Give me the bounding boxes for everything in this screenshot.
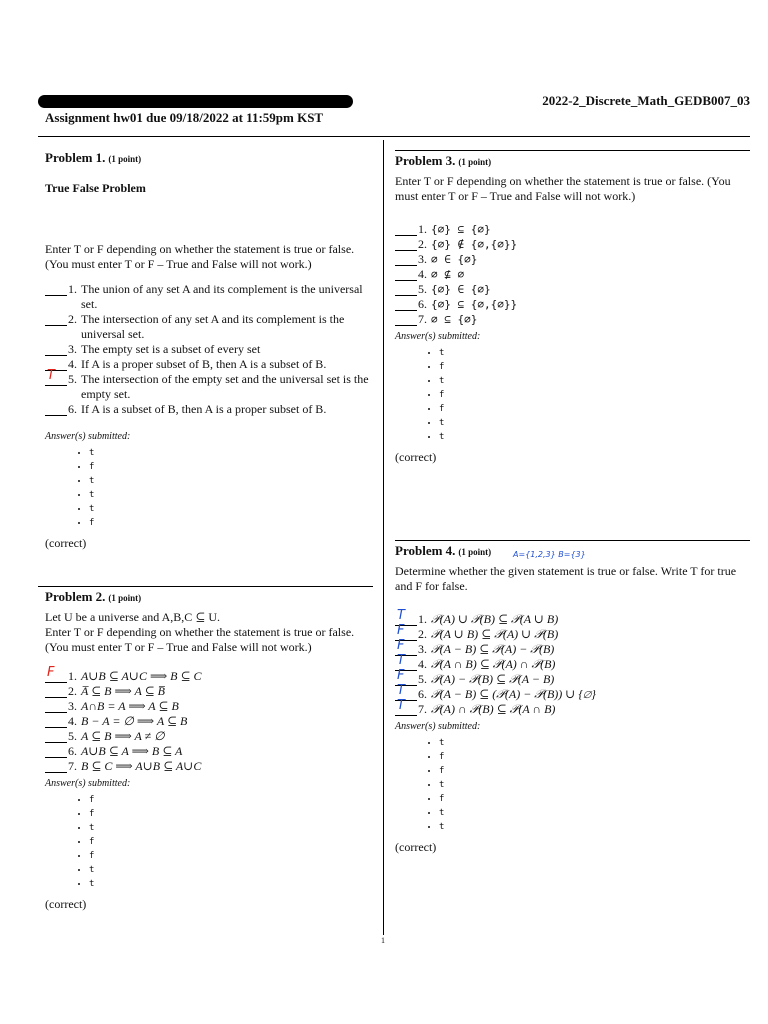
statement-number: 2. [68,684,77,698]
statement-number: 6. [68,402,77,416]
problem-4 [395,540,750,855]
problem-title: Problem 1. [45,150,106,165]
answer-item: • t [89,502,373,516]
answers-list [395,346,750,444]
statement-item [395,267,750,282]
statement-text: A ⊆ B ⟹ A ≠ ∅ [81,729,165,743]
answer-item: • t [89,488,373,502]
problem-4-heading [395,543,750,560]
statement-text: ∅ ⊈ ∅ [431,268,465,281]
answer-item: • f [89,849,373,863]
course-title: 2022-2_Discrete_Math_GEDB007_03 [542,93,750,108]
problem-3-heading [395,153,750,170]
problem-title: Problem 3. [395,153,456,168]
answer-blank[interactable] [45,402,67,416]
answers-label: Answer(s) submitted: [395,721,481,732]
answer-item: • t [439,374,750,388]
statement-item [45,342,373,357]
statement-text: The union of any set A and its complement is the universal set. [81,282,363,311]
answer-item: • t [439,820,750,834]
answer-item: • f [439,750,750,764]
answer-item: • f [89,516,373,530]
answer-item: • f [89,835,373,849]
problem-title: Problem 4. [395,543,456,558]
answer-item: • f [89,807,373,821]
problem-1-heading [45,150,373,167]
problem-intro: Let U be a universe and A,B,C ⊆ U. [45,610,221,624]
statement-number: 1. [418,222,427,236]
problem-instructions: Enter T or F depending on whether the statement is true or false. (You must enter T or F – True and False will not work.) [45,625,355,654]
statement-list [395,222,750,327]
answer-blank[interactable] [45,368,67,386]
statement-number: 3. [68,342,77,356]
problem-points: (1 point) [108,154,142,164]
handwritten-mark: F [397,638,405,653]
answer-blank[interactable] [45,684,67,698]
statement-number: 3. [68,699,77,713]
problem-instructions: Enter T or F depending on whether the statement is true or false. (You must enter T or F – True and False will not work.) [395,174,731,203]
statement-number: 1. [68,282,77,296]
answer-blank[interactable] [395,312,417,326]
problem-1 [45,150,373,551]
statement-text: {∅} ∉ {∅,{∅}} [431,238,518,251]
statement-item [45,684,373,699]
statement-number: 5. [418,282,427,296]
statement-number: 4. [418,657,427,671]
problem-points: (1 point) [108,593,142,603]
handwritten-mark: T [397,683,405,698]
status-text: (correct) [45,897,87,911]
problem-points: (1 point) [458,547,492,557]
statement-number: 1. [418,612,427,626]
statement-text: 𝒫(A − B) ⊆ 𝒫(A) − 𝒫(B) [431,642,555,656]
answer-blank[interactable] [395,297,417,311]
statement-text: 𝒫(A ∩ B) ⊆ 𝒫(A) ∩ 𝒫(B) [431,657,556,671]
handwritten-annotation: A={1,2,3} B={3} [513,550,586,559]
statement-number: 3. [418,252,427,266]
problem-2-heading [45,589,373,606]
statement-item [45,665,373,684]
statement-item [395,237,750,252]
statement-number: 4. [68,357,77,371]
statement-text: {∅} ⊆ {∅} [431,223,491,236]
answer-item: • t [439,806,750,820]
statement-text: 𝒫(A ∪ B) ⊆ 𝒫(A) ∪ 𝒫(B) [431,627,559,641]
answer-item: • t [89,474,373,488]
statement-item [45,368,373,402]
answers-label: Answer(s) submitted: [395,331,481,342]
handwritten-mark: T [397,698,405,713]
statement-text: The empty set is a subset of every set [81,342,261,356]
statement-item [45,744,373,759]
statement-list [45,665,373,774]
statement-item [45,759,373,774]
statement-number: 7. [68,759,77,773]
column-divider [383,140,384,935]
statement-text: A̅ ⊆ B ⟹ A ⊆ B̅ [81,684,165,698]
answer-item: • t [89,877,373,891]
answer-blank[interactable] [45,665,67,683]
handwritten-mark: F [397,668,405,683]
statement-number: 6. [418,687,427,701]
statement-item [395,252,750,267]
handwritten-mark: F [397,623,405,638]
answers-list [45,446,373,530]
statement-number: 5. [68,372,77,386]
statement-number: 2. [68,312,77,326]
statement-item [45,357,373,372]
statement-item [395,653,750,672]
problem-2 [38,586,373,912]
answer-blank[interactable] [395,282,417,296]
statement-item [45,729,373,744]
statement-number: 5. [68,729,77,743]
statement-number: 4. [68,714,77,728]
statement-item [395,668,750,687]
problem-3 [395,150,750,465]
statement-text: 𝒫(A) ∩ 𝒫(B) ⊆ 𝒫(A ∩ B) [431,702,556,716]
answer-blank[interactable] [395,698,417,716]
answer-item: • f [89,460,373,474]
statement-text: If A is a subset of B, then A is a proper subset of B. [81,402,327,416]
statement-item [395,698,750,717]
answer-item: • f [439,388,750,402]
answer-blank[interactable] [45,699,67,713]
statement-item [45,282,373,312]
statement-text: B − A = ∅ ⟹ A ⊆ B [81,714,188,728]
statement-item [395,638,750,657]
statement-text: ∅ ∈ {∅} [431,253,478,266]
problem-points: (1 point) [458,157,492,167]
answer-blank[interactable] [395,267,417,281]
answers-label: Answer(s) submitted: [45,431,131,442]
statement-text: 𝒫(A − B) ⊆ (𝒫(A) − 𝒫(B)) ∪ {∅} [431,687,596,701]
statement-item [45,699,373,714]
answer-blank[interactable] [45,282,67,296]
statement-number: 6. [418,297,427,311]
statement-item [45,714,373,729]
answer-item: • t [439,430,750,444]
statement-number: 7. [418,312,427,326]
answer-item: • t [439,416,750,430]
redaction-bar [38,95,353,108]
statement-text: A∩B = A ⟹ A ⊆ B [81,699,179,713]
statement-number: 7. [418,702,427,716]
handwritten-mark: T [47,368,55,383]
status-text: (correct) [45,536,87,550]
answer-blank[interactable] [45,729,67,743]
answer-item: • t [89,863,373,877]
statement-text: A∪B ⊆ A∪C ⟹ B ⊆ C [81,669,202,683]
handwritten-mark: F [47,665,55,680]
statement-item [45,402,373,417]
statement-text: A∪B ⊆ A ⟹ B ⊆ A [81,744,183,758]
answer-blank[interactable] [45,342,67,356]
handwritten-mark: T [397,608,405,623]
statement-item [395,683,750,702]
statement-number: 4. [418,267,427,281]
answer-blank[interactable] [45,744,67,758]
statement-text: {∅} ⊆ {∅,{∅}} [431,298,518,311]
problem-instructions: Determine whether the given statement is true or false. Write T for true and F for false. [395,564,737,593]
statement-number: 3. [418,642,427,656]
answer-blank[interactable] [45,759,67,773]
answers-list [45,793,373,891]
answer-item: • t [439,346,750,360]
problem-subtitle: True False Problem [45,181,146,195]
answer-blank[interactable] [45,714,67,728]
answer-item: • f [439,792,750,806]
answer-item: • t [89,446,373,460]
header-rule [38,136,750,137]
statement-item [395,608,750,627]
statement-text: B ⊆ C ⟹ A∪B ⊆ A∪C [81,759,202,773]
problem-title: Problem 2. [45,589,106,604]
statement-text: The intersection of any set A and its complement is the universal set. [81,312,345,341]
answer-blank[interactable] [395,222,417,236]
answer-item: • t [439,778,750,792]
statement-text: The intersection of the empty set and the universal set is the empty set. [81,372,369,401]
statement-text: 𝒫(A) − 𝒫(B) ⊆ 𝒫(A − B) [431,672,555,686]
statement-text: 𝒫(A) ∪ 𝒫(B) ⊆ 𝒫(A ∪ B) [431,612,559,626]
status-text: (correct) [395,840,437,854]
answers-label: Answer(s) submitted: [45,778,131,789]
answer-blank[interactable] [395,237,417,251]
statement-list [395,608,750,717]
page-number: 1 [381,936,385,945]
answer-item: • f [89,793,373,807]
statement-item [395,623,750,642]
statement-number: 5. [418,672,427,686]
statement-item [395,282,750,297]
statement-item [45,312,373,342]
answer-item: • f [439,764,750,778]
statement-text: If A is a proper subset of B, then A is a subset of B. [81,357,327,371]
statement-text: ∅ ⊆ {∅} [431,313,478,326]
answer-item: • t [439,736,750,750]
problem-instructions: Enter T or F depending on whether the statement is true or false. (You must enter T or F – True and False will not work.) [45,242,355,271]
statement-text: {∅} ∈ {∅} [431,283,491,296]
statement-number: 1. [68,669,77,683]
answer-item: • f [439,402,750,416]
assignment-title: Assignment hw01 due 09/18/2022 at 11:59pm KST [45,110,324,125]
statement-list [45,282,373,417]
statement-item [395,297,750,312]
answer-blank[interactable] [395,252,417,266]
answer-item: • t [89,821,373,835]
statement-item [395,312,750,327]
statement-number: 2. [418,237,427,251]
statement-item [395,222,750,237]
status-text: (correct) [395,450,437,464]
answer-blank[interactable] [45,312,67,326]
statement-number: 6. [68,744,77,758]
handwritten-mark: T [397,653,405,668]
statement-number: 2. [418,627,427,641]
answer-item: • f [439,360,750,374]
answers-list [395,736,750,834]
